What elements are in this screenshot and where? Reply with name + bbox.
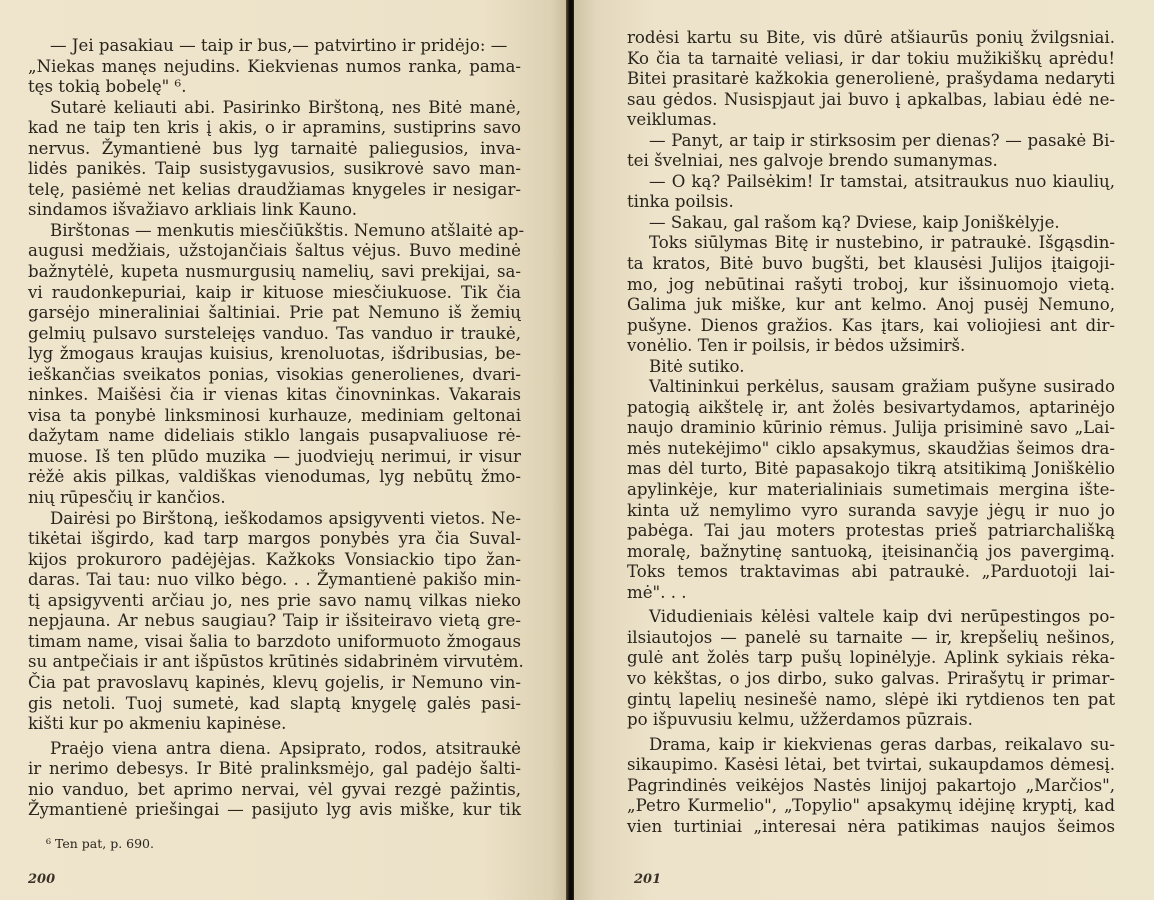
text-line: gis netoli. Tuoj sumetė, kad slaptą knygelę galės pasi- <box>28 693 521 713</box>
text-line: Praėjo viena antra diena. Apsiprato, rodos, atsitraukė <box>50 738 521 758</box>
text-line: lyg žmogaus kraujas kuisius, krenoluotas, išdribusias, be- <box>28 344 521 364</box>
text-line: „Petro Kurmelio", „Topylio" apsakymų idėjinę kryptį, kad <box>627 796 1115 816</box>
text-line: Bitei prasitarė kažkokia generolienė, prašydama nedaryti <box>627 69 1115 89</box>
left-page-text <box>28 36 525 821</box>
text-line: sau gėdos. Nusispjaut jai buvo į apkalbas, labiau ėdė ne- <box>627 89 1115 109</box>
text-line: tį apsigyventi arčiau jo, nes prie savo namų vilkas nieko <box>28 590 521 610</box>
text-line: pabėga. Tai jau moters protestas prieš patriarchališką <box>627 521 1115 541</box>
left-page <box>0 0 568 900</box>
text-line: — Panyt, ar taip ir stirksosim per dienas? — pasakė Bi- <box>649 130 1115 150</box>
text-line: vien turtiniai „interesai nėra patikimas naujos šeimos <box>627 816 1115 836</box>
text-line: tei švelniai, nes galvoje brendo sumanymas. <box>627 151 998 171</box>
text-line: moralę, bažnytinę santuoką, įteisinančią jos pavergimą. <box>627 541 1115 561</box>
text-line: nervus. Žymantienė bus lyg tarnaitė paliegusios, inva- <box>28 138 521 158</box>
text-line: timam name, visai šalia to barzdoto uniformuoto žmogaus <box>28 631 521 651</box>
text-line: nio vanduo, bet aprimo nervai, vėl gyvai rezgė pažintis, <box>28 779 521 799</box>
text-line: kinta už nemylimo vyro suranda savyje jėgų ir nuo jo <box>627 500 1115 520</box>
text-line: ninkes. Maišėsi čia ir vienas kitas činovninkas. Vakarais <box>28 385 521 405</box>
text-line: Dairėsi po Birštoną, ieškodamos apsigyventi vietos. Ne- <box>50 508 521 528</box>
text-line: Toks siūlymas Bitę ir nustebino, ir patraukė. Išgąsdin- <box>649 233 1115 253</box>
text-line: Ko čia ta tarnaitė veliasi, ir dar tokiu mužikiškų aprėdu! <box>627 48 1115 68</box>
text-line: Birštonas — menkutis miesčiūkštis. Nemuno atšlaitė ap- <box>50 220 525 240</box>
footnote: ⁶ Ten pat, p. 690. <box>46 836 154 851</box>
text-line: naujo draminio kūrinio rėmus. Julija prisiminė savo „Lai- <box>627 418 1115 438</box>
text-line: rėžė akis pilkas, valdiškas vienodumas, lyg nebūtų žmo- <box>28 467 521 487</box>
text-line: Toks temos traktavimas abi patraukė. „Parduotoji lai- <box>627 562 1115 582</box>
text-line: telę, pasiėmė net kelias draudžiamas knygeles ir nesigar- <box>28 179 521 199</box>
text-line: Sutarė keliauti abi. Pasirinko Birštoną, nes Bitė manė, <box>50 97 521 117</box>
text-line: gintų lapelių nesinešė namo, slėpė iki rytdienos ten pat <box>627 689 1115 709</box>
text-line: mė". . . <box>627 582 687 602</box>
right-page-text <box>627 28 1115 837</box>
text-line: visa ta ponybė linksminosi kurhauze, mediniam geltonai <box>28 405 521 425</box>
text-line: sindamos išvažiavo arkliais link Kauno. <box>28 200 357 220</box>
text-line: „Niekas manęs nejudins. Kiekvienas numos ranka, pama- <box>28 56 521 76</box>
text-line: vonėlio. Ten ir poilsis, ir bėdos užsimirš. <box>627 336 966 356</box>
text-line: — Sakau, gal rašom ką? Dviese, kaip Joniškėlyje. <box>649 212 1060 232</box>
text-line: tikėtai išgirdo, kad tarp margos ponybės yra čia Suval- <box>28 529 521 549</box>
text-line: apylinkėje, kur materialiniais sumetimais mergina ište- <box>627 480 1115 500</box>
text-line: mas dėl turto, Bitė papasakojo tikrą atsitikimą Joniškėlio <box>627 459 1115 479</box>
text-line: ieškančias sveikatos ponias, visokias generolienes, dvari- <box>28 364 521 384</box>
text-line: ir nerimo debesys. Ir Bitė pralinksmėjo, gal padėjo šalti- <box>28 759 521 779</box>
text-line: — O ką? Pailsėkim! Ir tamstai, atsitraukus nuo kiaulių, <box>649 171 1115 191</box>
text-line: kad ne taip ten kris į akis, o ir apramins, sustiprins savo <box>28 118 521 138</box>
text-line: Žymantienė priešingai — pasijuto lyg avis miške, kur tik <box>28 800 521 820</box>
text-line: nepjauna. Ar nebus saugiau? Taip ir išsiteiravo vietą gre- <box>28 611 521 631</box>
text-line: Drama, kaip ir kiekvienas geras darbas, reikalavo su- <box>649 734 1115 754</box>
text-line: nių rūpesčių ir kančios. <box>28 488 226 508</box>
text-line: vi raudonkepuriai, kaip ir kituose miesčiukuose. Tik čia <box>28 282 521 302</box>
text-line: garsėjo mineraliniai šaltiniai. Prie pat Nemuno iš žemių <box>28 303 521 323</box>
text-line: Galima juk miške, kur ant kelmo. Anoj pusėj Nemuno, <box>627 295 1115 315</box>
text-line: kijos prokuroro padėjėjas. Kažkoks Vonsiackio tipo žan- <box>28 549 521 569</box>
text-line: Čia pat pravoslavų kapinės, klevų gojelis, ir Nemuno vin- <box>28 672 521 692</box>
text-line: bažnytėlė, kupeta nusmurgusių namelių, savi prekijai, sa- <box>28 262 521 282</box>
text-line: tinka poilsis. <box>627 192 734 212</box>
text-line: daras. Tai tau: nuo vilko bėgo. . . Žymantienė pakišo min- <box>28 570 521 590</box>
text-line: po išpuvusiu kelmu, užžerdamos pūzrais. <box>627 710 973 730</box>
text-line: muose. Iš ten plūdo muzika — juodviejų nerimui, ir visur <box>28 446 521 466</box>
text-line: rodėsi kartu su Bite, vis dūrė atšiaurūs ponių žvilgsniai. <box>627 28 1115 47</box>
text-line: Valtininkui perkėlus, sausam gražiam pušyne susirado <box>649 377 1115 397</box>
text-line: tęs tokią bobelę" ⁶. <box>28 77 187 97</box>
text-line: veiklumas. <box>627 110 717 130</box>
text-line: gelmių pulsavo sursteleįęs vanduo. Tas vanduo ir traukė, <box>28 323 521 343</box>
text-line: patogią aikštelę ir, ant žolės besivartydamos, aptarinėjo <box>627 397 1115 417</box>
text-line: Vidudieniais kėlėsi valtele kaip dvi nerūpestingos po- <box>649 607 1115 627</box>
text-line: Pagrindinės veikėjos Nastės linijoj pakartojo „Marčios", <box>627 775 1115 795</box>
text-line: dažytam name dideliais stiklo langais pusapvaliuose rė- <box>28 426 521 446</box>
right-page <box>574 0 1154 900</box>
text-line: mo, jog nebūtinai rašyti troboj, kur išsinuomojo vietą. <box>627 274 1115 294</box>
text-line: pušyne. Dienos gražios. Kas įtars, kai voliojiesi ant dir- <box>627 315 1115 335</box>
text-line: augusi medžiais, užstojančiais šaltus vėjus. Buvo medinė <box>28 241 521 261</box>
page-number-left: 200 <box>28 872 56 887</box>
text-line: sikaupimo. Kasėsi lėtai, bet tvirtai, sukaupdamos dėmesį. <box>627 755 1115 775</box>
text-line: lidės panikės. Taip susistygavusios, susikrovė savo man- <box>28 159 521 179</box>
text-line: gulė ant žolės tarp pušų lopinėlyje. Aplink sykiais rėka- <box>627 648 1115 668</box>
text-line: su antpečiais ir ant išpūstos krūtinės sidabrinėm virvutėm. <box>28 652 524 672</box>
text-line: Bitė sutiko. <box>649 356 745 376</box>
text-line: ilsiautojos — panelė su tarnaite — ir, krepšelių nešinos, <box>627 627 1115 647</box>
text-line: mės nutekėjimo" ciklo apsakymus, skaudžias šeimos dra- <box>627 438 1115 458</box>
text-line: vo kėkštas, o jos dirbo, suko galvas. Prirašytų ir primar- <box>627 668 1115 688</box>
page-number-right: 201 <box>634 872 662 887</box>
text-line: kišti kur po akmeniu kapinėse. <box>28 714 287 734</box>
text-line: ta kratos, Bitė buvo bugšti, bet klausėsi Julijos įtaigoji- <box>627 254 1115 274</box>
text-line: — Jei pasakiau — taip ir bus,— patvirtino ir pridėjo: — <box>50 36 508 55</box>
